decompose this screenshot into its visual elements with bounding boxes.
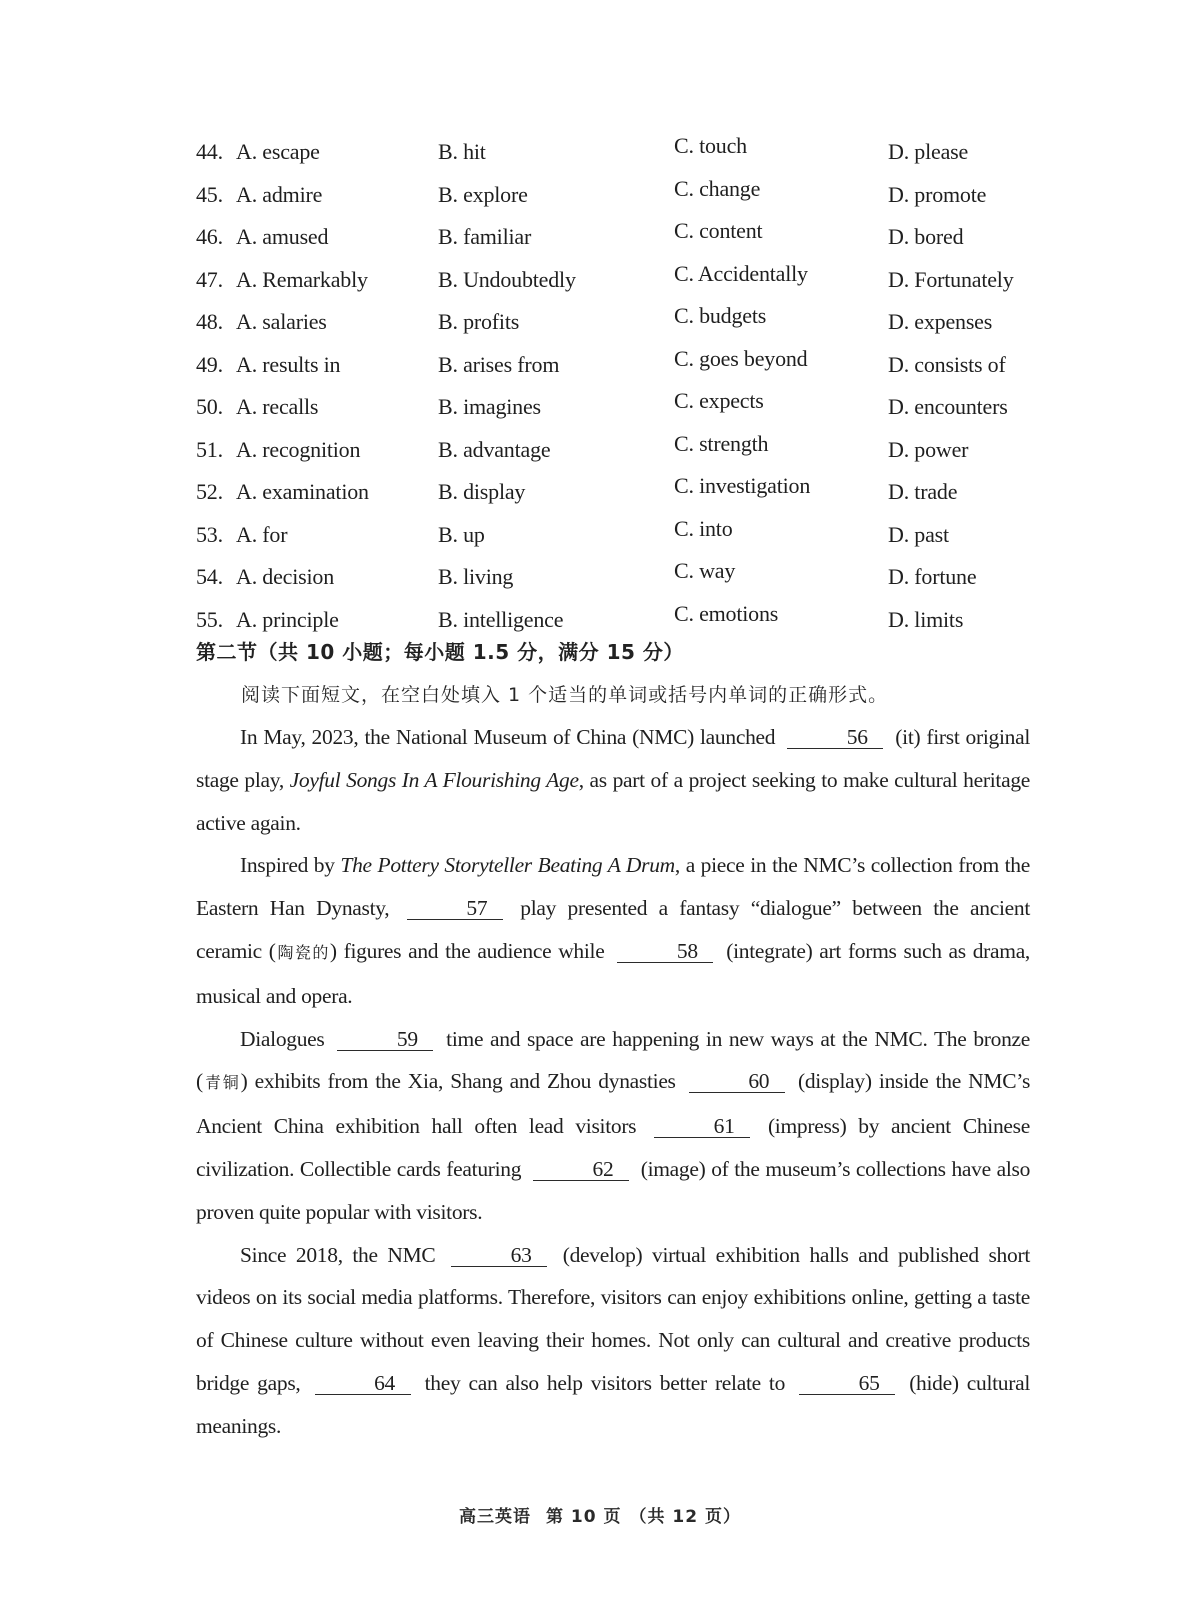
option-c[interactable]: C. budgets: [674, 303, 767, 328]
option-b[interactable]: B. advantage: [438, 436, 551, 462]
section-instruction: 阅读下面短文，在空白处填入 1 个适当的单词或括号内单词的正确形式。: [241, 684, 889, 706]
blank-63[interactable]: 63: [451, 1244, 547, 1267]
play-title: Joyful Songs In A Flourishing Age: [289, 767, 579, 792]
option-a[interactable]: A. for: [236, 521, 288, 547]
text: (integrate) art forms such as drama, musical and opera.: [196, 938, 1031, 1008]
option-c[interactable]: C. investigation: [674, 473, 811, 498]
blank-60[interactable]: 60: [689, 1070, 785, 1093]
question-row: [196, 133, 1056, 176]
text: Dialogues: [240, 1026, 325, 1051]
option-d[interactable]: D. Fortunately: [888, 266, 1014, 292]
question-row: [196, 431, 1056, 474]
option-a[interactable]: A. salaries: [236, 309, 327, 334]
option-b[interactable]: B. display: [438, 479, 526, 504]
option-a[interactable]: A. results in: [236, 351, 341, 377]
option-d[interactable]: D. consists of: [888, 351, 1006, 377]
option-b[interactable]: B. hit: [438, 139, 486, 164]
question-row: [196, 346, 1056, 389]
text: they can also help visitors better relate to: [424, 1370, 786, 1395]
blank-64[interactable]: 64: [315, 1372, 411, 1395]
option-c[interactable]: C. way: [674, 558, 736, 583]
question-number: 53.: [196, 521, 223, 547]
paragraph-1: [196, 716, 1030, 844]
option-a[interactable]: A. recalls: [236, 394, 319, 419]
text: Since 2018, the NMC: [240, 1242, 436, 1267]
artifact-title: The Pottery Storyteller Beating A Drum: [340, 853, 675, 878]
gloss: 青铜: [202, 1073, 241, 1093]
option-a[interactable]: A. Remarkably: [236, 266, 368, 292]
option-b[interactable]: B. explore: [438, 181, 528, 207]
blank-57[interactable]: 57: [407, 897, 503, 920]
question-row: [196, 218, 1056, 261]
question-number: 54.: [196, 564, 223, 589]
blank-65[interactable]: 65: [799, 1372, 895, 1395]
paragraph-3: [196, 1018, 1030, 1234]
option-d[interactable]: D. fortune: [888, 564, 977, 589]
text: Inspired by: [240, 853, 335, 878]
question-number: 45.: [196, 181, 223, 207]
option-a[interactable]: A. principle: [236, 606, 339, 632]
question-number: 51.: [196, 436, 223, 462]
question-number: 55.: [196, 606, 223, 632]
section-title: 第二节（共 10 小题；每小题 1.5 分，满分 15 分）: [196, 640, 684, 664]
option-d[interactable]: D. past: [888, 521, 949, 547]
option-b[interactable]: B. arises from: [438, 351, 560, 377]
text: ) exhibits from the Xia, Shang and Zhou dynasties: [240, 1069, 676, 1094]
text: (display) inside the NMC’s Ancient China exhibition hall often lead visitors: [196, 1069, 1031, 1139]
option-d[interactable]: D. promote: [888, 181, 987, 207]
text: , as part of a project seeking to make cultural heritage active again.: [196, 767, 1031, 835]
blank-61[interactable]: 61: [654, 1115, 750, 1138]
option-c[interactable]: C. emotions: [674, 600, 779, 626]
option-a[interactable]: A. escape: [236, 139, 320, 164]
gloss: 陶瓷的: [275, 942, 330, 962]
option-c[interactable]: C. into: [674, 515, 733, 541]
page-footer: [0, 1502, 1200, 1527]
question-number: 48.: [196, 309, 223, 334]
option-d[interactable]: D. trade: [888, 479, 958, 504]
question-number: 50.: [196, 394, 223, 419]
option-b[interactable]: B. familiar: [438, 224, 532, 249]
option-a[interactable]: A. decision: [236, 564, 335, 589]
option-d[interactable]: D. please: [888, 139, 969, 164]
option-d[interactable]: D. power: [888, 436, 969, 462]
cloze-options-table: [196, 133, 1056, 643]
blank-58[interactable]: 58: [617, 940, 713, 963]
option-c[interactable]: C. strength: [674, 430, 769, 456]
question-row: [196, 303, 1056, 346]
text: (impress) by ancient Chinese civilization. Collectible cards featuring: [196, 1114, 1030, 1181]
passage: [196, 716, 1030, 1448]
option-c[interactable]: C. change: [674, 175, 761, 201]
option-b[interactable]: B. profits: [438, 309, 520, 334]
footer-total-pages: （共 12 页）: [629, 1507, 741, 1527]
question-number: 46.: [196, 224, 223, 249]
option-a[interactable]: A. recognition: [236, 436, 361, 462]
question-row: [196, 516, 1056, 559]
question-row: [196, 558, 1056, 601]
footer-subject: 高三英语: [459, 1507, 532, 1527]
option-a[interactable]: A. examination: [236, 479, 369, 504]
question-number: 52.: [196, 479, 223, 504]
question-row: [196, 176, 1056, 219]
option-a[interactable]: A. admire: [236, 181, 323, 207]
blank-56[interactable]: 56: [787, 726, 883, 749]
option-d[interactable]: D. encounters: [888, 394, 1008, 419]
option-c[interactable]: C. expects: [674, 388, 764, 413]
text: play presented a fantasy “dialogue” between the ancient ceramic (: [196, 896, 1030, 963]
blank-62[interactable]: 62: [533, 1158, 629, 1181]
text: In May, 2023, the National Museum of China (NMC) launched: [240, 725, 776, 749]
option-c[interactable]: C. Accidentally: [674, 260, 808, 286]
paragraph-4: [196, 1234, 1030, 1448]
question-number: 44.: [196, 139, 223, 164]
option-b[interactable]: B. up: [438, 521, 485, 547]
text: time and space are happening in new ways at the NMC. The bronze (: [196, 1026, 1031, 1094]
text: ) figures and the audience while: [329, 938, 605, 963]
option-d[interactable]: D. bored: [888, 224, 964, 249]
option-d[interactable]: D. limits: [888, 606, 964, 632]
option-c[interactable]: C. goes beyond: [674, 345, 808, 371]
option-b[interactable]: B. living: [438, 564, 514, 589]
question-row: [196, 473, 1056, 516]
question-row: [196, 388, 1056, 431]
paragraph-2: [196, 844, 1030, 1017]
blank-59[interactable]: 59: [337, 1028, 433, 1051]
text: (it) first original stage play,: [196, 725, 1031, 792]
question-row: [196, 261, 1056, 304]
option-b[interactable]: B. intelligence: [438, 606, 564, 632]
question-number: 47.: [196, 266, 223, 292]
option-b[interactable]: B. Undoubtedly: [438, 266, 576, 292]
question-number: 49.: [196, 351, 223, 377]
option-c[interactable]: C. touch: [674, 133, 747, 158]
footer-page-number: 第 10 页: [545, 1507, 622, 1527]
text: (hide) cultural meanings.: [196, 1370, 1031, 1438]
option-a[interactable]: A. amused: [236, 224, 329, 249]
text: , a piece in the NMC’s collection from the Eastern Han Dynasty,: [196, 853, 1030, 921]
option-d[interactable]: D. expenses: [888, 309, 993, 334]
option-b[interactable]: B. imagines: [438, 394, 541, 419]
text: (image) of the museum’s collections have also proven quite popular with visitors.: [196, 1156, 1031, 1224]
text: (develop) virtual exhibition halls and published short videos on its social media platforms. Therefore, visitors can enjoy exhibitions online, getting a taste of Chinese culture without even leaving their homes. Not only can cultural and creative products bridge gaps,: [196, 1242, 1030, 1395]
option-c[interactable]: C. content: [674, 218, 763, 243]
